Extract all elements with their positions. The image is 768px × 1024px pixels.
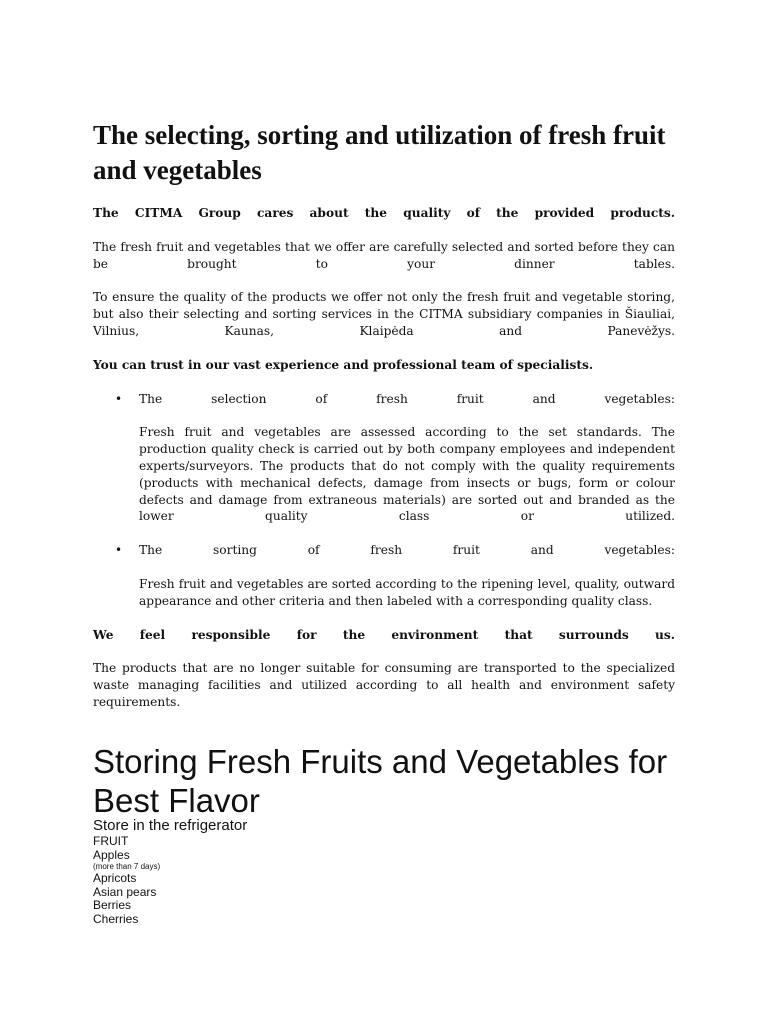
- fruit-list: [93, 835, 160, 926]
- list-item: Asian pears: [93, 884, 157, 899]
- article: [93, 118, 675, 728]
- paragraph-trust: You can trust in our vast experience and professional team of specialists.: [93, 357, 594, 372]
- list-item: Berries: [93, 898, 132, 912]
- paragraph-selection: The fresh fruit and vegetables that we offer are carefully selected and sorted before they can be brought to your dinner tables.: [93, 239, 675, 271]
- list-item: [93, 391, 675, 526]
- list-item-note: (more than 7 days): [93, 862, 161, 871]
- paragraph-waste: The products that are no longer suitable for consuming are transported to the specialized waste managing facilities and utilized according to all health and environment safety requirements.: [93, 661, 675, 709]
- category-label: FRUIT: [93, 834, 129, 848]
- list-item: [93, 542, 675, 609]
- paragraph-quality: To ensure the quality of the products we offer not only the fresh fruit and vegetable storing, but also their selecting and sorting services in the CITMA subsidiary companies in Šiauliai, Vilnius, Kaunas, Klaipėda and Panevėžys.: [93, 290, 675, 338]
- list-item-heading: The selection of fresh fruit and vegetables:: [139, 391, 675, 406]
- list-item: Cherries: [93, 911, 139, 926]
- list-item: Apricots: [93, 871, 137, 885]
- list-item-heading: The sorting of fresh fruit and vegetables:: [139, 543, 675, 558]
- page-title: The selecting, sorting and utilization of fresh fruit and vegetables: [93, 120, 666, 185]
- section-title: Storing Fresh Fruits and Vegetables for Best Flavor: [93, 743, 668, 819]
- section-subtitle: Store in the refrigerator: [93, 817, 248, 834]
- process-list: [93, 391, 675, 610]
- list-item: Apples: [93, 847, 130, 862]
- bullet-icon: •: [115, 391, 123, 406]
- paragraph-environment: We feel responsible for the environment that surrounds us.: [93, 627, 675, 642]
- list-item-text: Fresh fruit and vegetables are assessed according to the set standards. The production quality check is carried out by both company employees and independent experts/surveyors. The products that do not comply with the quality requirements (products with mechanical defects, damage from insects or bugs, form or colour defects and damage from extraneous materials) are sorted out and branded as the lower quality class or utilized.: [139, 425, 675, 524]
- intro-paragraph: The CITMA Group cares about the quality of the provided products.: [93, 206, 675, 220]
- bullet-icon: •: [115, 543, 123, 558]
- list-item-text: Fresh fruit and vegetables are sorted according to the ripening level, quality, outward appearance and other criteria and then labeled with a corresponding quality class.: [139, 576, 675, 608]
